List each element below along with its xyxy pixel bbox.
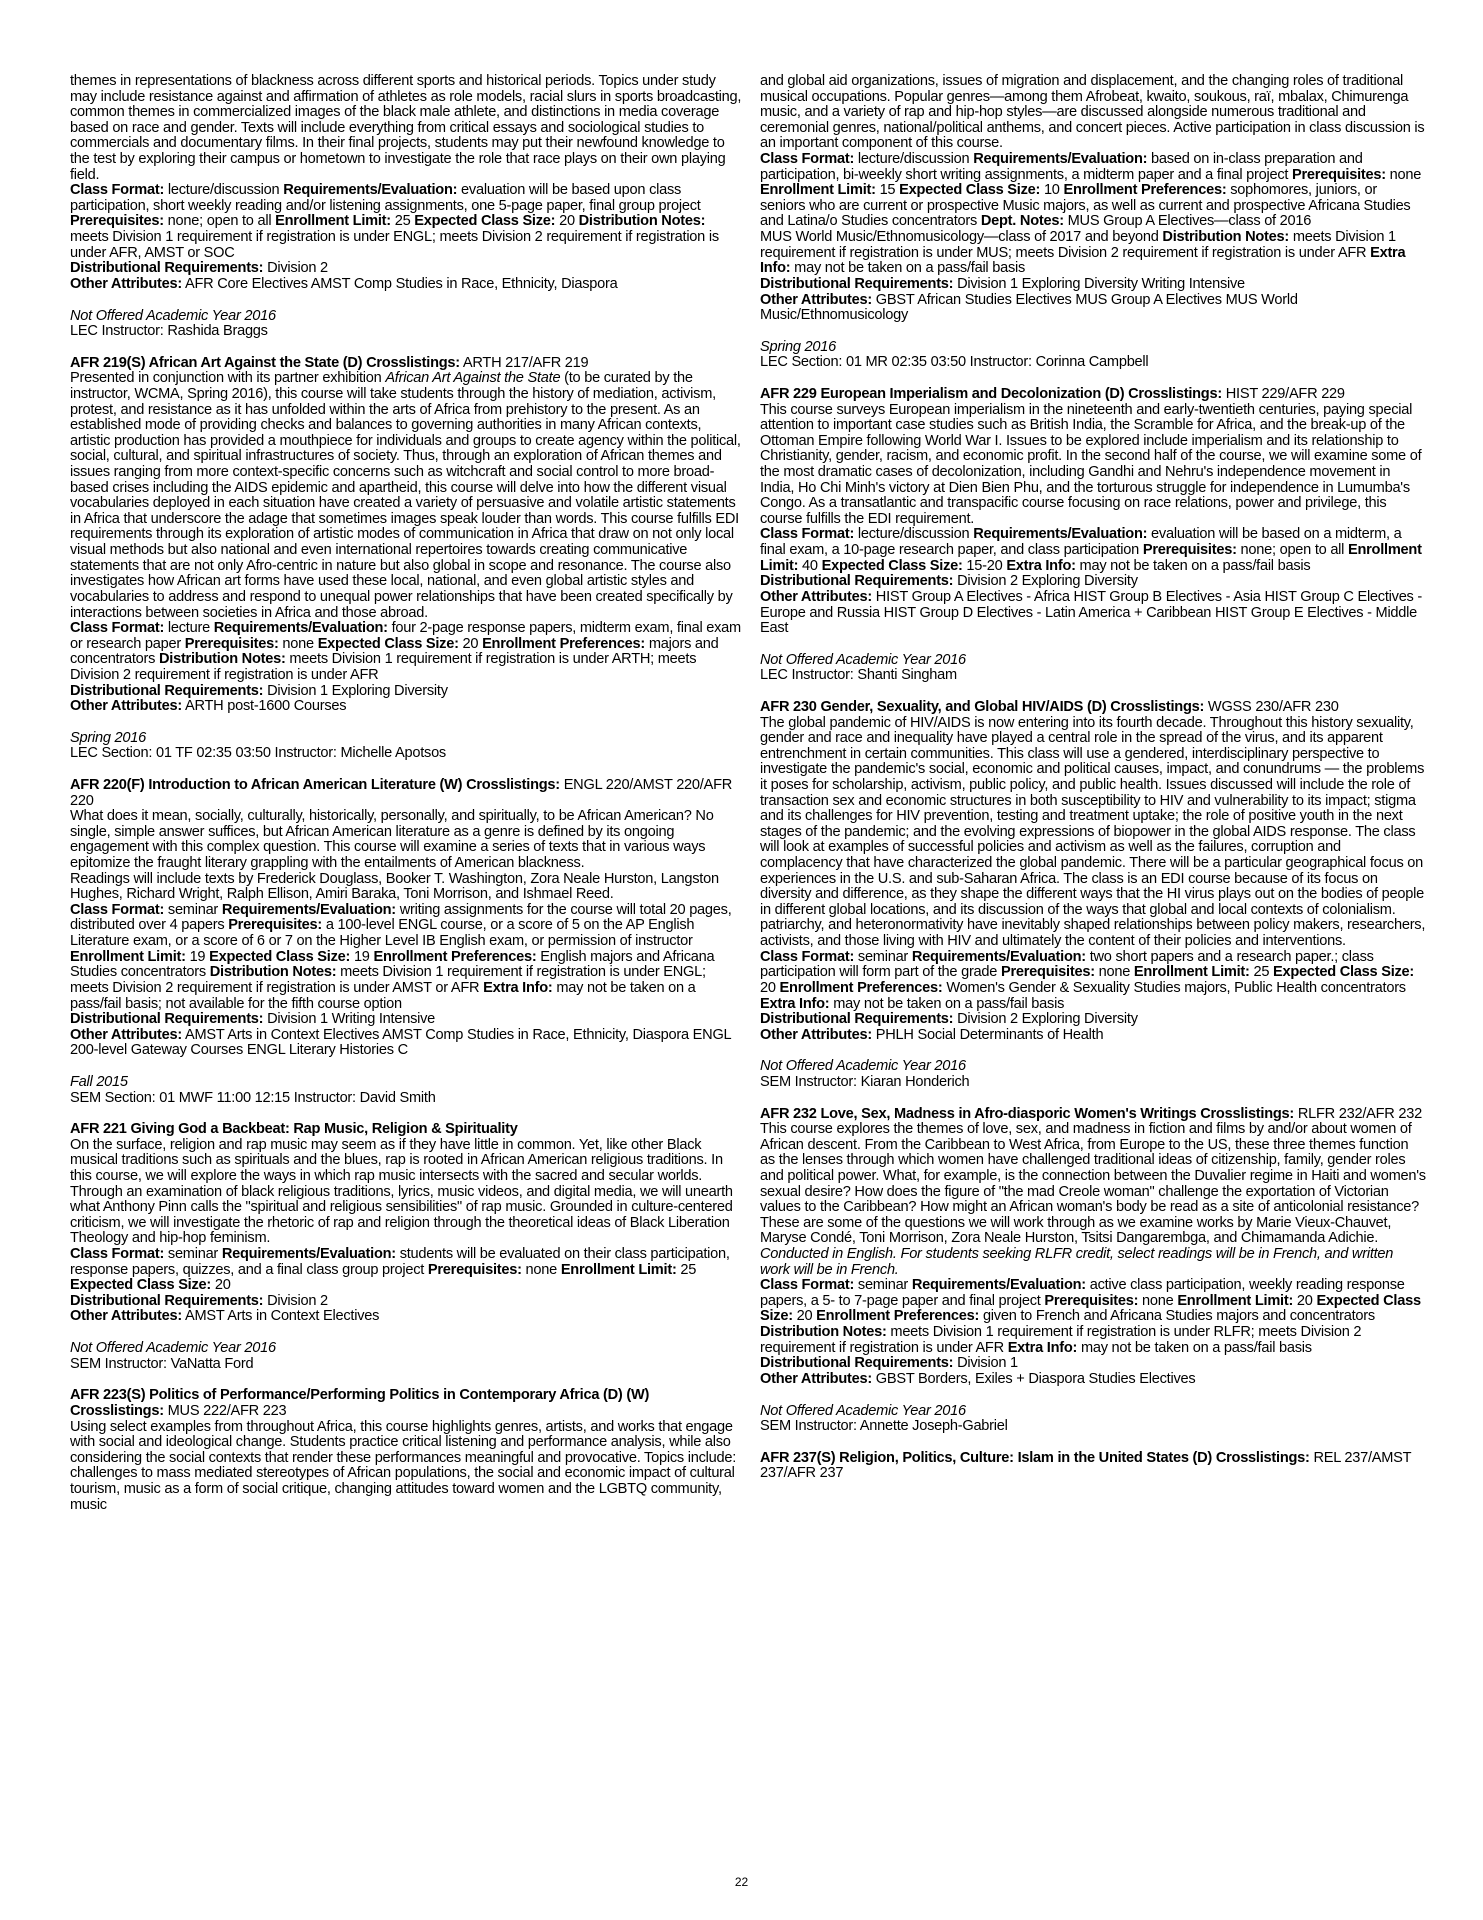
course-section: LEC Instructor: Rashida Braggs — [70, 323, 268, 340]
course-section: LEC Section: 01 TF 02:35 03:50 Instructor: Michelle Apotsos — [70, 745, 446, 762]
page-number: 22 — [734, 1875, 749, 1889]
course-title: AFR 223(S) Politics of Performance/Performing Politics in Contemporary Africa (D) (W) — [70, 1387, 650, 1404]
course-term: Not Offered Academic Year 2016 — [70, 307, 276, 324]
course-section: LEC Instructor: Shanti Singham — [760, 667, 957, 684]
course-afr-223 — [70, 1388, 742, 1513]
course-title: AFR 219(S) African Art Against the State (D) — [70, 354, 363, 371]
course-description-readings: Readings will include texts by Frederick Douglass, Booker T. Washington, Zora Neale Hurston, Langston Hughes, Richard Wright, Ralph Ellison, Amiri Baraka, Toni Morrison, and Ishmael Reed. — [70, 870, 719, 903]
other-attributes: Other Attributes: GBST Borders, Exiles + Diaspora Studies Electives — [760, 1370, 1196, 1387]
course-details: Class Format: seminar Requirements/Evaluation: writing assignments for the course will total 20 pages, distributed over 4 papers Prerequisites: a 100-level ENGL course, or a score of 5 on the AP English Literature exam, or a score of 6 or 7 on the Higher Level IB English exam, or permission of instructor Enrollment Limit: 19 Expected Class Size: 19 Enrollment Preferences: English majors and Africana Studies concentrators Distribution Notes: meets Division 1 requirement if registration is under ENGL; meets Division 2 requirement if registration is under AMST or AFR Extra Info: may not be taken on a pass/fail basis; not available for the fifth course option — [70, 901, 732, 1012]
right-column — [760, 74, 1426, 1482]
crosslistings: REL 237/AMST 237/AFR 237 — [760, 1449, 1412, 1482]
crosslistings-line: Crosslistings: MUS 222/AFR 223 — [70, 1402, 287, 1419]
course-details: Class Format: lecture/discussion Requirements/Evaluation: evaluation will be based on a midterm, a final exam, a 10-page research paper, and class participation Prerequisites: none; open to all Enrollment Limit: 40 Expected Class Size: 15-20 Extra Info: may not be taken on a pass/fail basis — [760, 526, 1422, 574]
course-description: This course surveys European imperialism in the nineteenth and early-twentieth centuries, paying special attention to important case studies such as British India, the Scramble for Africa, and the break-up of the Ottoman Empire following World War I. Issues to be explored include imperialism and its relationship to Christianity, gender, racism, and economic profit. In the second half of the course, we will examine some of the most dramatic cases of decolonization, including Gandhi and Nehru's independence movement in India, Ho Chi Minh's victory at Dien Bien Phu, and the torturous struggle for independence in Lumumba's Congo. As a transatlantic and transpacific course focusing on race relations, power and privilege, this course fulfills the EDI requirement. — [760, 401, 1422, 527]
crosslistings: MUS 222/AFR 223 — [167, 1402, 287, 1419]
distributional-requirements: Distributional Requirements: Division 2 Exploring Diversity — [760, 1011, 1138, 1028]
distributional-requirements: Distributional Requirements: Division 1 Exploring Diversity Writing Intensive — [760, 275, 1245, 292]
crosslistings: HIST 229/AFR 229 — [1225, 385, 1345, 402]
course-afr-232: AFR 232 Love, Sex, Madness in Afro-diasporic Women's Writings Crosslistings: RLFR 232/AFR 232 This course explores the themes of love, sex, and madness in fiction and films by and/or about women of African descent. From the Caribbean to West Africa, from Europe to the US, these three themes function as the lenses through which women have challenged traditional ideas of citizenship, family, gender roles and political power. What, for example, is the connection between the Duvalier regime in Haiti and women's sexual desire? How does the figure of "the mad Creole woman" challenge the exportation of Victorian values to the Caribbean? How might an African woman's body be read as a site of anticolonial resistance? These are some of the questions we will work through as we examine works by Marie Vieux-Chauvet, Maryse Condé, Toni Morrison, Zora Neale Hurston, Tsitsi Dangarembga, and Chimamanda Adichie. Conducted in English. For students seeking RLFR credit, select readings will be in French, and written work will be in French. Class Format: seminar Requirements/Evaluation: active class participation, weekly reading response papers, a 5- to 7-page paper and final project Prerequisites: none Enrollment Limit: 20 Expected Class Size: 20 Enrollment Preferences: given to French and Africana Studies majors and concentrators Distribution Notes: meets Division 1 requirement if registration is under RLFR; meets Division 2 requirement if registration is under AFR Extra Info: may not be taken on a pass/fail basis Distributional Requirements: Division 1 Other Attributes: GBST Borders, Exiles + Diaspora Studies Electives Not Offered Academic Year 2016 SEM Instructor: Annette Joseph-Gabriel — [760, 1105, 1426, 1435]
other-attributes: Other Attributes: AMST Arts in Context Electives — [70, 1308, 380, 1325]
course-afr-230: AFR 230 Gender, Sexuality, and Global HIV/AIDS (D) Crosslistings: WGSS 230/AFR 230 The global pandemic of HIV/AIDS is now entering into its fourth decade. Throughout this history sexuality, gender and race and inequality have played a central role in the spread of the virus, and its apparent entrenchment in certain communities. This class will use a gendered, interdisciplinary perspective to investigate the pandemic's social, economic and political causes, impact, and conundrums — the problems it poses for scholarship, activism, public policy, and public health. Issues discussed will include the role of transaction sex and economic structures in both susceptibility to HIV and vulnerability to its impact; stigma and its challenges for HIV prevention, testing and treatment uptake; the role of positive youth in the next stages of the pandemic; and the evolving expressions of biopower in the global AIDS response. The class will look at examples of successful policies and activism as well as the failures, corruption and complacency that have characterized the global pandemic. There will be a particular geographical focus on experiences in the U.S. and sub-Saharan Africa. The class is an EDI course because of its focus on diversity and difference, as they shape the different ways that the HI virus plays out on the bodies of people in different global locations, and its discussion of the ways that global and local contexts of colonialism. patriarchy, and heteronormativity have inevitably shaped relationships between policy makers, researchers, activists, and those living with HIV and ultimately the content of their policies and interventions. Class Format: seminar Requirements/Evaluation: two short papers and a research paper.; class participation will form part of the grade Prerequisites: none Enrollment Limit: 25 Expected Class Size: 20 Enrollment Preferences: Women's Gender & Sexuality Studies majors, Public Health concentrators Extra Info: may not be taken on a pass/fail basis Distributional Requirements: Division 2 Exploring Diversity Other Attributes: PHLH Social Determinants of Health Not Offered Academic Year 2016 SEM Instructor: Kiaran Honderich — [760, 698, 1426, 1090]
crosslistings: WGSS 230/AFR 230 — [1207, 698, 1339, 715]
crosslistings: RLFR 232/AFR 232 — [1297, 1105, 1423, 1122]
course-title: AFR 232 Love, Sex, Madness in Afro-diasporic Women's Writings — [760, 1105, 1197, 1122]
course-description: What does it mean, socially, culturally, historically, personally, and spiritually, to be African American? No single, simple answer suffices, but African American literature as a genre is defined by its ongoing engagement with this complex question. This course will examine a series of texts that in various ways epitomize the fraught literary grappling with the entailments of American blackness. — [70, 808, 714, 872]
course-title: AFR 230 Gender, Sexuality, and Global HIV/AIDS (D) — [760, 698, 1107, 715]
course-afr-221 — [70, 1122, 742, 1372]
course-term: Spring 2016 — [760, 338, 836, 355]
other-attributes: Other Attributes: ARTH post-1600 Courses — [70, 698, 347, 715]
course-description: Using select examples from throughout Africa, this course highlights genres, artists, and works that engage with social and ideological change. Students practice critical listening and performance analysis, while also considering the social contexts that render these performances meaningful and provocative. Topics include: challenges to mass mediated stereotypes of African populations, the social and economic impact of cultural tourism, music as a form of social critique, changing attitudes toward women and the LGBTQ community, music — [70, 1418, 737, 1513]
distributional-requirements: Distributional Requirements: Division 1 Writing Intensive — [70, 1011, 436, 1028]
dept-notes-cont: MUS World Music/Ethnomusicology—class of 2017 and beyond Distribution Notes: meets Division 1 requirement if registration is under MUS; meets Division 2 requirement if registration is under AFR Extra Info: may not be taken on a pass/fail basis — [760, 229, 1406, 277]
other-attributes: Other Attributes: GBST African Studies Electives MUS Group A Electives MUS World Music/Ethnomusicology — [760, 291, 1298, 324]
course-afr-229: AFR 229 European Imperialism and Decolonization (D) Crosslistings: HIST 229/AFR 229 This course surveys European imperialism in the nineteenth and early-twentieth centuries, paying special attention to important case studies such as British India, the Scramble for Africa, and the break-up of the Ottoman Empire following World War I. Issues to be explored include imperialism and its relationship to Christianity, gender, racism, and economic profit. In the second half of the course, we will examine some of the most dramatic cases of decolonization, including Gandhi and Nehru's independence movement in India, Ho Chi Minh's victory at Dien Bien Phu, and the torturous struggle for independence in Lumumba's Congo. As a transatlantic and transpacific course focusing on race relations, power and privilege, this course fulfills the EDI requirement. Class Format: lecture/discussion Requirements/Evaluation: evaluation will be based on a midterm, a final exam, a 10-page research paper, and class participation Prerequisites: none; open to all Enrollment Limit: 40 Expected Class Size: 15-20 Extra Info: may not be taken on a pass/fail basis Distributional Requirements: Division 2 Exploring Diversity Other Attributes: HIST Group A Electives - Africa HIST Group B Electives - Asia HIST Group C Electives - Europe and Russia HIST Group D Electives - Latin America + Caribbean HIST Group E Electives - Middle East Not Offered Academic Year 2016 LEC Instructor: Shanti Singham — [760, 387, 1426, 684]
course-section: SEM Instructor: Annette Joseph-Gabriel — [760, 1418, 1008, 1435]
other-attributes: Other Attributes: AFR Core Electives AMST Comp Studies in Race, Ethnicity, Diaspora — [70, 275, 618, 292]
course-term: Not Offered Academic Year 2016 — [760, 651, 966, 668]
course-details: Class Format: seminar Requirements/Evaluation: students will be evaluated on their class participation, response papers, quizzes, and a final class group project Prerequisites: none Enrollment Limit: 25 Expected Class Size: 20 — [70, 1246, 730, 1294]
course-details: Class Format: lecture Requirements/Evaluation: four 2-page response papers, midterm exam, final exam or research paper Prerequisites: none Expected Class Size: 20 Enrollment Preferences: majors and concentrators Distribution Notes: meets Division 1 requirement if registration is under ARTH; meets Division 2 requirement if registration is under AFR — [70, 620, 741, 683]
course-section: SEM Section: 01 MWF 11:00 12:15 Instructor: David Smith — [70, 1089, 436, 1106]
course-details: Class Format: seminar Requirements/Evaluation: two short papers and a research paper.; class participation will form part of the grade Prerequisites: none Enrollment Limit: 25 Expected Class Size: 20 Enrollment Preferences: Women's Gender & Sexuality Studies majors, Public Health concentrators Extra Info: may not be taken on a pass/fail basis — [760, 948, 1415, 1012]
course-description: The global pandemic of HIV/AIDS is now entering into its fourth decade. Throughout this history sexuality, gender and race and inequality have played a central role in the spread of the virus, and its apparent entrenchment in certain communities. This class will use a gendered, interdisciplinary perspective to investigate the pandemic's social, economic and political causes, impact, and conundrums — the problems it poses for scholarship, activism, public policy, and public health. Issues discussed will include the role of transaction sex and economic structures in both susceptibility to HIV and vulnerability to its impact; stigma and its challenges for HIV prevention, testing and treatment uptake; the role of positive youth in the next stages of the pandemic; and the evolving expressions of biopower in the global AIDS response. The class will look at examples of successful policies and activism as well as the failures, corruption and complacency that have characterized the global pandemic. There will be a particular geographical focus on experiences in the U.S. and sub-Saharan Africa. The class is an EDI course because of its focus on diversity and difference, as they shape the different ways that the HI virus plays out on the bodies of people in different global locations, and its discussion of the ways that global and local contexts of colonialism. patriarchy, and heteronormativity have inevitably shaped relationships between policy makers, researchers, activists, and those living with HIV and ultimately the content of their policies and interventions. — [760, 714, 1426, 950]
course-title: AFR 221 Giving God a Backbeat: Rap Music, Religion & Spirituality — [70, 1121, 518, 1138]
course-afr-237: AFR 237(S) Religion, Politics, Culture: Islam in the United States (D) Crosslistings: REL 237/AMST 237/AFR 237 — [760, 1449, 1412, 1482]
course-section: LEC Section: 01 MR 02:35 03:50 Instructor: Corinna Campbell — [760, 354, 1149, 371]
distributional-requirements: Distributional Requirements: Division 2 Exploring Diversity — [760, 573, 1138, 590]
course-continued-right — [760, 74, 1426, 371]
course-afr-219: AFR 219(S) African Art Against the State (D) Crosslistings: ARTH 217/AFR 219 Presented in conjunction with its partner exhibition African Art Against the State (to be curated by the instructor, WCMA, Spring 2016), this course will take students through the history of mediation, activism, protest, and resistance as it has unfolded within the arts of Africa from prehistory to the present. As an established mode of providing checks and balances to governing authorities in many African contexts, artistic production has provided a mouthpiece for individuals and groups to create agency within the political, social, cultural, and spiritual infrastructures of society. Thus, through an exploration of African themes and issues ranging from more context-specific concerns such as witchcraft and social control to more broad-based crises including the AIDS epidemic and apartheid, this course will delve into how the different visual vocabularies deployed in each situation have created a variety of persuasive and volatile artistic statements in Africa that underscore the adage that sometimes images speak louder than words. This course fulfills EDI requirements through its exploration of artistic modes of communication in Africa that draw on not only local visual methods but also national and even international repertoires towards creating communicative statements that are not only Afro-centric in nature but also global in scope and resonance. The course also investigates how African art forms have used these local, national, and even global artistic styles and vocabularies to address and respond to unequal power relationships that have been created specifically by interactions between societies in Africa and those abroad. Class Format: lecture Requirements/Evaluation: four 2-page response papers, midterm exam, final exam or research paper Prerequisites: none Expected Class Size: 20 Enrollment Preferences: majors and concentrators Distribution Notes: meets Division 1 requirement if registration is under ARTH; meets Division 2 requirement if registration is under AFR Distributional Requirements: Division 1 Exploring Diversity Other Attributes: ARTH post-1600 Courses Spring 2016 LEC Section: 01 TF 02:35 03:50 Instructor: Michelle Apotsos — [70, 354, 741, 762]
course-title: AFR 229 European Imperialism and Decolonization (D) — [760, 385, 1125, 402]
course-term: Not Offered Academic Year 2016 — [760, 1402, 966, 1419]
course-details: Class Format: lecture/discussion Requirements/Evaluation: based on in-class preparation and participation, bi-weekly short writing assignments, a midterm paper and a final project Prerequisites: none Enrollment Limit: 15 Expected Class Size: 10 Enrollment Preferences: sophomores, juniors, or seniors who are current or prospective Music majors, as well as current and prospective Africana Studies and Latina/o Studies concentrators Dept. Notes: MUS Group A Electives—class of 2016 — [760, 151, 1422, 230]
course-description: This course explores the themes of love, sex, and madness in fiction and films by and/or about women of African descent. From the Caribbean to West Africa, from Europe to the US, these three themes function as the lenses through which women have challenged traditional ideas of citizenship, family, gender roles and political power. What, for example, is the connection between the Duvalier regime in Haiti and women's sexual desire? How does the figure of "the mad Creole woman" challenge the exportation of Victorian values to the Caribbean? How might an African woman's body be read as a site of anticolonial resistance? These are some of the questions we will work through as we examine works by Marie Vieux-Chauvet, Maryse Condé, Toni Morrison, Zora Neale Hurston, Tsitsi Dangarembga, and Chimamanda Adichie. Conducted in English. For students seeking RLFR credit, select readings will be in French, and written work will be in French. — [760, 1121, 1426, 1278]
crosslistings: ARTH 217/AFR 219 — [462, 354, 589, 371]
course-description: On the surface, religion and rap music may seem as if they have little in common. Yet, like other Black musical traditions such as spirituals and the blues, rap is rooted in African American religious traditions. In this course, we will explore the ways in which rap music intersects with the sacred and secular worlds. Through an examination of black religious traditions, lyrics, music videos, and digital media, we will unearth what Anthony Pinn calls the "spiritual and religious sensibilities" of rap music. Grounded in culture-centered criticism, we will investigate the rhetoric of rap and religion through the theoretical ideas of Black Liberation Theology and hip-hop feminism. — [70, 1136, 733, 1247]
course-afr-220: AFR 220(F) Introduction to African American Literature (W) Crosslistings: ENGL 220/AMST 220/AFR 220 What does it mean, socially, culturally, historically, personally, and spiritually, to be African American? No single, simple answer suffices, but African American literature as a genre is defined by its ongoing engagement with this complex question. This course will examine a series of texts that in various ways epitomize the fraught literary grappling with the entailments of American blackness. Readings will include texts by Frederick Douglass, Booker T. Washington, Zora Neale Hurston, Langston Hughes, Richard Wright, Ralph Ellison, Amiri Baraka, Toni Morrison, and Ishmael Reed. Class Format: seminar Requirements/Evaluation: writing assignments for the course will total 20 pages, distributed over 4 papers Prerequisites: a 100-level ENGL course, or a score of 5 on the AP English Literature exam, or a score of 6 or 7 on the Higher Level IB English exam, or permission of instructor Enrollment Limit: 19 Expected Class Size: 19 Enrollment Preferences: English majors and Africana Studies concentrators Distribution Notes: meets Division 1 requirement if registration is under ENGL; meets Division 2 requirement if registration is under AMST or AFR Extra Info: may not be taken on a pass/fail basis; not available for the fifth course option Distributional Requirements: Division 1 Writing Intensive Other Attributes: AMST Arts in Context Electives AMST Comp Studies in Race, Ethnicity, Diaspora ENGL 200-level Gateway Courses ENGL Literary Histories C Fall 2015 SEM Section: 01 MWF 11:00 12:15 Instructor: David Smith — [70, 778, 742, 1106]
course-continued-left — [70, 74, 742, 340]
course-term: Not Offered Academic Year 2016 — [70, 1340, 276, 1357]
crosslistings: ENGL 220/AMST 220/AFR 220 — [70, 776, 733, 809]
distributional-requirements: Distributional Requirements: Division 2 — [70, 1292, 328, 1309]
course-title: AFR 220(F) Introduction to African American Literature (W) — [70, 776, 463, 793]
left-column — [70, 74, 742, 1513]
course-term: Not Offered Academic Year 2016 — [760, 1058, 966, 1075]
course-term: Spring 2016 — [70, 729, 146, 746]
course-description: and global aid organizations, issues of migration and displacement, and the changing roles of traditional musical occupations. Popular genres—among them Afrobeat, kwaito, soukous, raï, mbalax, Chimurenga music, and a variety of rap and hip-hop styles—are discussed alongside numerous traditional and ceremonial genres, national/political anthems, and concert pieces. Active participation in class discussion is an important component of this course. — [760, 73, 1425, 152]
course-term: Fall 2015 — [70, 1073, 128, 1090]
other-attributes: Other Attributes: AMST Arts in Context Electives AMST Comp Studies in Race, Ethnicity, Diaspora ENGL 200-level Gateway Courses ENGL Literary Histories C — [70, 1026, 731, 1059]
distributional-requirements: Distributional Requirements: Division 2 — [70, 260, 328, 277]
course-details: Class Format: seminar Requirements/Evaluation: active class participation, weekly reading response papers, a 5- to 7-page paper and final project Prerequisites: none Enrollment Limit: 20 Expected Class Size: 20 Enrollment Preferences: given to French and Africana Studies majors and concentrators Distribution Notes: meets Division 1 requirement if registration is under RLFR; meets Division 2 requirement if registration is under AFR Extra Info: may not be taken on a pass/fail basis — [760, 1277, 1421, 1356]
course-description: Presented in conjunction with its partner exhibition African Art Against the State (to be curated by the instructor, WCMA, Spring 2016), this course will take students through the history of mediation, activism, protest, and resistance as it has unfolded within the arts of Africa from prehistory to the present. As an established mode of providing checks and balances to governing authorities in many African contexts, artistic production has provided a mouthpiece for individuals and groups to create agency within the political, social, cultural, and spiritual infrastructures of society. Thus, through an exploration of African themes and issues ranging from more context-specific concerns such as witchcraft and social control to more broad-based crises including the AIDS epidemic and apartheid, this course will delve into how the different visual vocabularies deployed in each situation have created a variety of persuasive and volatile artistic statements in Africa that underscore the adage that sometimes images speak louder than words. This course fulfills EDI requirements through its exploration of artistic modes of communication in Africa that draw on not only local visual methods but also national and even international repertoires towards creating communicative statements that are not only Afro-centric in nature but also global in scope and resonance. The course also investigates how African art forms have used these local, national, and even global artistic styles and vocabularies to address and respond to unequal power relationships that have been created specifically by interactions between societies in Africa and those abroad. — [70, 370, 741, 621]
distributional-requirements: Distributional Requirements: Division 1 Exploring Diversity — [70, 682, 448, 699]
other-attributes: Other Attributes: PHLH Social Determinants of Health — [760, 1026, 1104, 1043]
course-details: Class Format: lecture/discussion Requirements/Evaluation: evaluation will be based upon class participation, short weekly reading and/or listening assignments, one 5-page paper, final group project Prerequisites: none; open to all Enrollment Limit: 25 Expected Class Size: 20 Distribution Notes: meets Division 1 requirement if registration is under ENGL; meets Division 2 requirement if registration is under AFR, AMST or SOC — [70, 182, 719, 261]
course-title: AFR 237(S) Religion, Politics, Culture: Islam in the United States (D) — [760, 1449, 1212, 1466]
other-attributes: Other Attributes: HIST Group A Electives - Africa HIST Group B Electives - Asia HIST Group C Electives - Europe and Russia HIST Group D Electives - Latin America + Caribbean HIST Group E Electives - Middle East — [760, 588, 1423, 637]
course-description: themes in representations of blackness across different sports and historical periods. Topics under study may include resistance against and affirmation of athletes as role models, racial slurs in sports broadcasting, common themes in commercialized images of the black male athlete, and distinctions in media coverage based on race and gender. Texts will include everything from critical essays and sociological studies to commercials and documentary films. In their final projects, students may put their newfound knowledge to the test by exploring their campus or hometown to investigate the role that race plays on their own playing field. — [70, 73, 742, 183]
course-section: SEM Instructor: Kiaran Honderich — [760, 1073, 970, 1090]
course-section: SEM Instructor: VaNatta Ford — [70, 1355, 254, 1372]
distributional-requirements: Distributional Requirements: Division 1 — [760, 1355, 1018, 1372]
